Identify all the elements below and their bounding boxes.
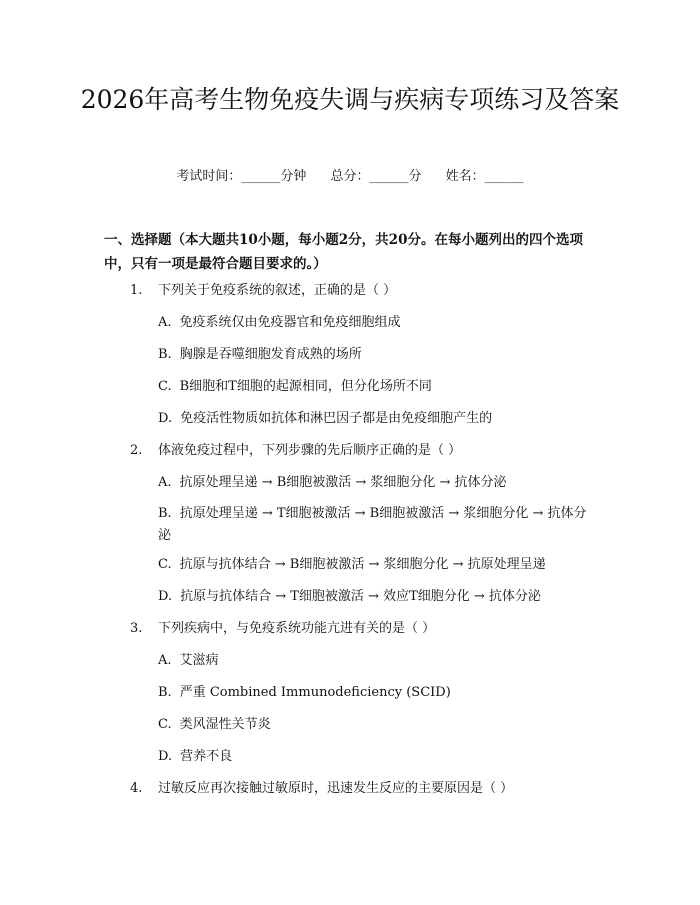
page-title: 2026年高考生物免疫失调与疾病专项练习及答案	[80, 85, 620, 114]
question-1-option-c	[158, 378, 598, 396]
option-label: A.	[158, 475, 172, 490]
question-1	[130, 282, 600, 300]
option-text: 抗原与抗体结合 → B细胞被激活 → 浆细胞分化 → 抗原处理呈递	[179, 557, 546, 572]
option-text: 免疫系统仅由免疫器官和免疫细胞组成	[179, 315, 401, 330]
option-label: D.	[158, 411, 173, 426]
option-label: C.	[158, 557, 172, 572]
question-3	[130, 620, 600, 638]
question-stem: 下列疾病中，与免疫系统功能亢进有关的是（ ）	[158, 621, 436, 636]
option-label: B.	[158, 347, 172, 362]
question-1-option-a	[158, 314, 598, 332]
option-text: 免疫活性物质如抗体和淋巴因子都是由免疫细胞产生的	[180, 411, 493, 426]
question-number: 4.	[130, 781, 143, 796]
option-label: A.	[158, 653, 172, 668]
option-label: D.	[158, 749, 173, 764]
question-1-option-b	[158, 346, 598, 364]
question-2-option-b	[104, 503, 598, 547]
exam-score: 总分：______分	[330, 169, 422, 184]
question-3-option-d	[158, 748, 598, 766]
question-2-option-d	[158, 588, 598, 606]
option-text: 营养不良	[180, 749, 233, 764]
exam-meta	[0, 168, 700, 186]
option-text: 抗原处理呈递 → B细胞被激活 → 浆细胞分化 → 抗体分泌	[179, 475, 507, 490]
student-name: 姓名：______	[445, 169, 524, 184]
exam-time: 考试时间：______分钟	[176, 169, 307, 184]
question-stem: 下列关于免疫系统的叙述，正确的是（ ）	[158, 283, 397, 298]
option-text: 艾滋病	[179, 653, 219, 668]
question-4	[130, 780, 600, 798]
question-1-option-d	[158, 410, 598, 428]
option-text: 胸腺是吞噬细胞发育成熟的场所	[179, 347, 362, 362]
question-number: 3.	[130, 621, 143, 636]
question-number: 2.	[130, 443, 143, 458]
option-text: 类风湿性关节炎	[179, 717, 271, 732]
option-label: C.	[158, 379, 172, 394]
question-number: 1.	[130, 283, 143, 298]
question-stem: 过敏反应再次接触过敏原时，迅速发生反应的主要原因是（ ）	[158, 781, 514, 796]
option-label: C.	[158, 717, 172, 732]
option-text: 抗原处理呈递 → T细胞被激活 → B细胞被激活 → 浆细胞分化 → 抗体分泌	[158, 506, 587, 543]
question-stem: 体液免疫过程中，下列步骤的先后顺序正确的是（ ）	[158, 443, 462, 458]
question-3-option-b	[158, 684, 598, 702]
question-2-option-a	[158, 474, 598, 492]
option-text: 抗原与抗体结合 → T细胞被激活 → 效应T细胞分化 → 抗体分泌	[180, 589, 541, 604]
option-text: 严重 Combined Immunodeficiency (SCID)	[179, 685, 451, 700]
question-3-option-c	[158, 716, 598, 734]
option-label: B.	[158, 506, 172, 521]
option-text: B细胞和T细胞的起源相同，但分化场所不同	[179, 379, 432, 394]
question-3-option-a	[158, 652, 598, 670]
option-label: A.	[158, 315, 172, 330]
option-label: D.	[158, 589, 173, 604]
question-2	[130, 442, 600, 460]
option-label: B.	[158, 685, 172, 700]
question-2-option-c	[158, 556, 598, 574]
section-heading: 一、选择题（本大题共10小题，每小题2分，共20分。在每小题列出的四个选项中，只有一项是最符合题目要求的。）	[104, 232, 583, 272]
